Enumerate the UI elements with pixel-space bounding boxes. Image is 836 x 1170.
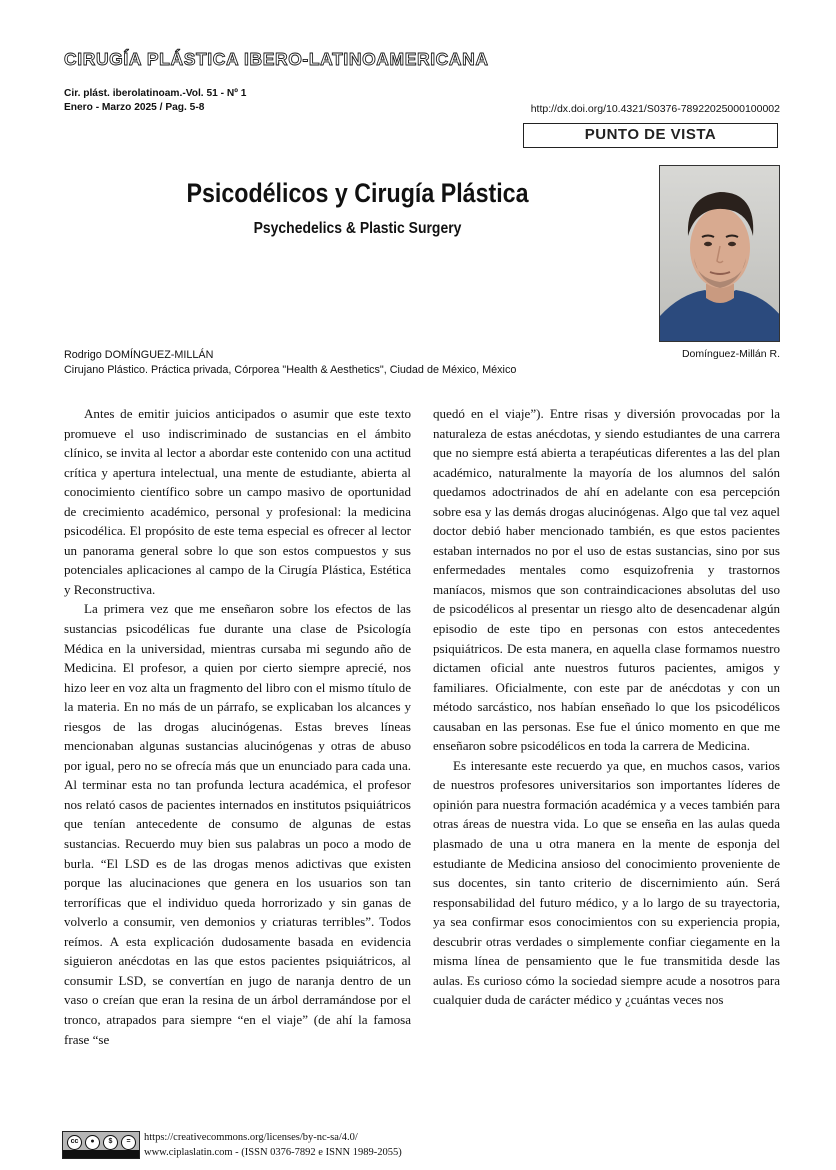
author-affiliation: Cirujano Plástico. Práctica privada, Córporea "Health & Aesthetics", Ciudad de México, México — [64, 364, 517, 376]
body-column-right — [433, 404, 780, 1010]
article-title: Psicodélicos y Cirugía Plástica — [186, 178, 529, 208]
citation-volume: Cir. plást. iberolatinoam.-Vol. 51 - Nº 1 — [64, 88, 247, 99]
body-column-left — [64, 404, 411, 1049]
cc-icon: cc — [67, 1135, 82, 1150]
noncommercial-icon: $ — [103, 1135, 118, 1150]
site-issn[interactable]: www.ciplaslatin.com - (ISSN 0376-7892 e ISNN 1989-2055) — [144, 1147, 402, 1158]
paragraph: Es interesante este recuerdo ya que, en muchos casos, varios de nuestros profesores universitarios son importantes líderes de opinión para nuestra formación académica y a veces también para otras áreas de nuestra vida. Lo que se enseña en las aulas queda plasmado de una u otra manera en la mente de esponja del estudiante de Medicina ansioso del conocimiento proveniente de sus docentes, sin tanto criterio de discernimiento aún. Será responsabilidad del futuro médico, y a lo largo de su trayectoria, ya sea confirmar esos conocimientos con su experiencia propia, descubrir otras verdades o simplemente confiar ciegamente en la misma línea de pensamiento que le fue transmitida desde las aulas. Es curioso cómo la sociedad siempre acude a nosotros para cualquier duda de carácter médico y ¿cuántas veces nos — [433, 757, 780, 1008]
citation-date-pages: Enero - Marzo 2025 / Pag. 5-8 — [64, 102, 205, 113]
photo-caption: Domínguez-Millán R. — [681, 348, 780, 360]
author-photo — [659, 165, 780, 342]
paragraph: La primera vez que me enseñaron sobre los efectos de las sustancias psicodélicas fue durante una clase de Psicología Médica en la universidad, mientras cursaba mi segundo año de Medicina. El profesor, a quien por cierto siempre aprecié, nos hizo leer en voz alta un fragmento del libro con el mismo título de la materia. En no más de un párrafo, se explicaban los alcances y riesgos de las drogas alucinógenas. Estas breves líneas mencionaban algunas sustancias alucinógenas y otras de abuso por igual, pero no se ofrecía más que un enunciado para cada una. Al terminar esta no tan profunda lectura académica, el profesor nos relató casos de pacientes internados en institutos psiquiátricos que tenían antecedente de consumo de algunas de estas sustancias. Recuerdo muy bien sus palabras un poco a modo de burla. “El LSD es de las drogas menos adictivas que existen porque las alucinaciones que genera en los usuarios son tan terroríficas que el individuo queda horrorizado y sin ganas de volverlo a consumir, ven demonios y criaturas terribles”. Todos reímos. A esta explicación dudosamente basada en evidencia siguieron anécdotas en las que estos pacientes psiquiátricos, al consumir LSD, se convertían en jugo de naranja dentro de un vaso o creían que eran la resina de un árbol derramándose por el tronco, atrapados para siempre “en el viaje” (de ahí la famosa frase “se — [64, 601, 411, 1047]
paragraph: quedó en el viaje”). Entre risas y diversión provocadas por la naturaleza de estas anécdotas, y siendo estudiantes de una carrera que no siempre está abierta a terapéuticas diferentes a las del plan académico, naturalmente la mayoría de los alumnos del salón quedamos adoctrinados de ahí en adelante con esa percepción sobre esa y las demás drogas alucinógenas. Algo que tal vez aquel doctor debió haber mencionado también, es que estos pacientes estaban internados no por el uso de estas sustancias, sino por sus enfermedades mentales como esquizofrenia y trastornos maníacos, mismos que son contraindicaciones absolutas del uso de psicodélicos al presentar un riesgo alto de desencadenar algún episodio de este tipo en personas con estos antecedentes psiquiátricos. De esta manera, en aquella clase formamos nuestro dictamen oficial ante nuestros futuros pacientes, amigos y familiares. Oficialmente, con este par de anécdotas y con un método sarcástico, nos habían enseñado lo que los psicodélicos causaban en las personas. Ese fue el único momento en que me enseñaron sobre psicodélicos en toda la carrera de Medicina. — [433, 406, 780, 754]
section-label: PUNTO DE VISTA — [523, 123, 778, 148]
sharealike-icon: = — [121, 1135, 136, 1150]
author-name: Rodrigo DOMÍNGUEZ-MILLÁN — [64, 349, 214, 361]
attribution-icon: ● — [85, 1135, 100, 1150]
paragraph: Antes de emitir juicios anticipados o asumir que este texto promueve el uso indiscriminado de sustancias en el ámbito clínico, se invita al lector a abordar este contenido con una actitud crítica y apertura intelectual, una mente de estudiante, abierta al conocimiento científico sobre un campo masivo de oportunidad de crecimiento académico, personal y profesional: la medicina psicodélica. El propósito de este tema especial es ofrecer al lector un panorama general sobre lo que son estos compuestos y sus potenciales aplicaciones al campo de la Cirugía Plástica, Estética y Reconstructiva. — [64, 406, 411, 597]
doi-link[interactable]: http://dx.doi.org/10.4321/S0376-78922025000100002 — [530, 103, 780, 115]
creative-commons-badge[interactable] — [62, 1131, 140, 1159]
license-link[interactable]: https://creativecommons.org/licenses/by-nc-sa/4.0/ — [144, 1132, 358, 1143]
article-subtitle: Psychedelics & Plastic Surgery — [253, 220, 462, 237]
journal-name: CIRUGÍA PLÁSTICA IBERO-LATINOAMERICANA — [64, 49, 489, 69]
